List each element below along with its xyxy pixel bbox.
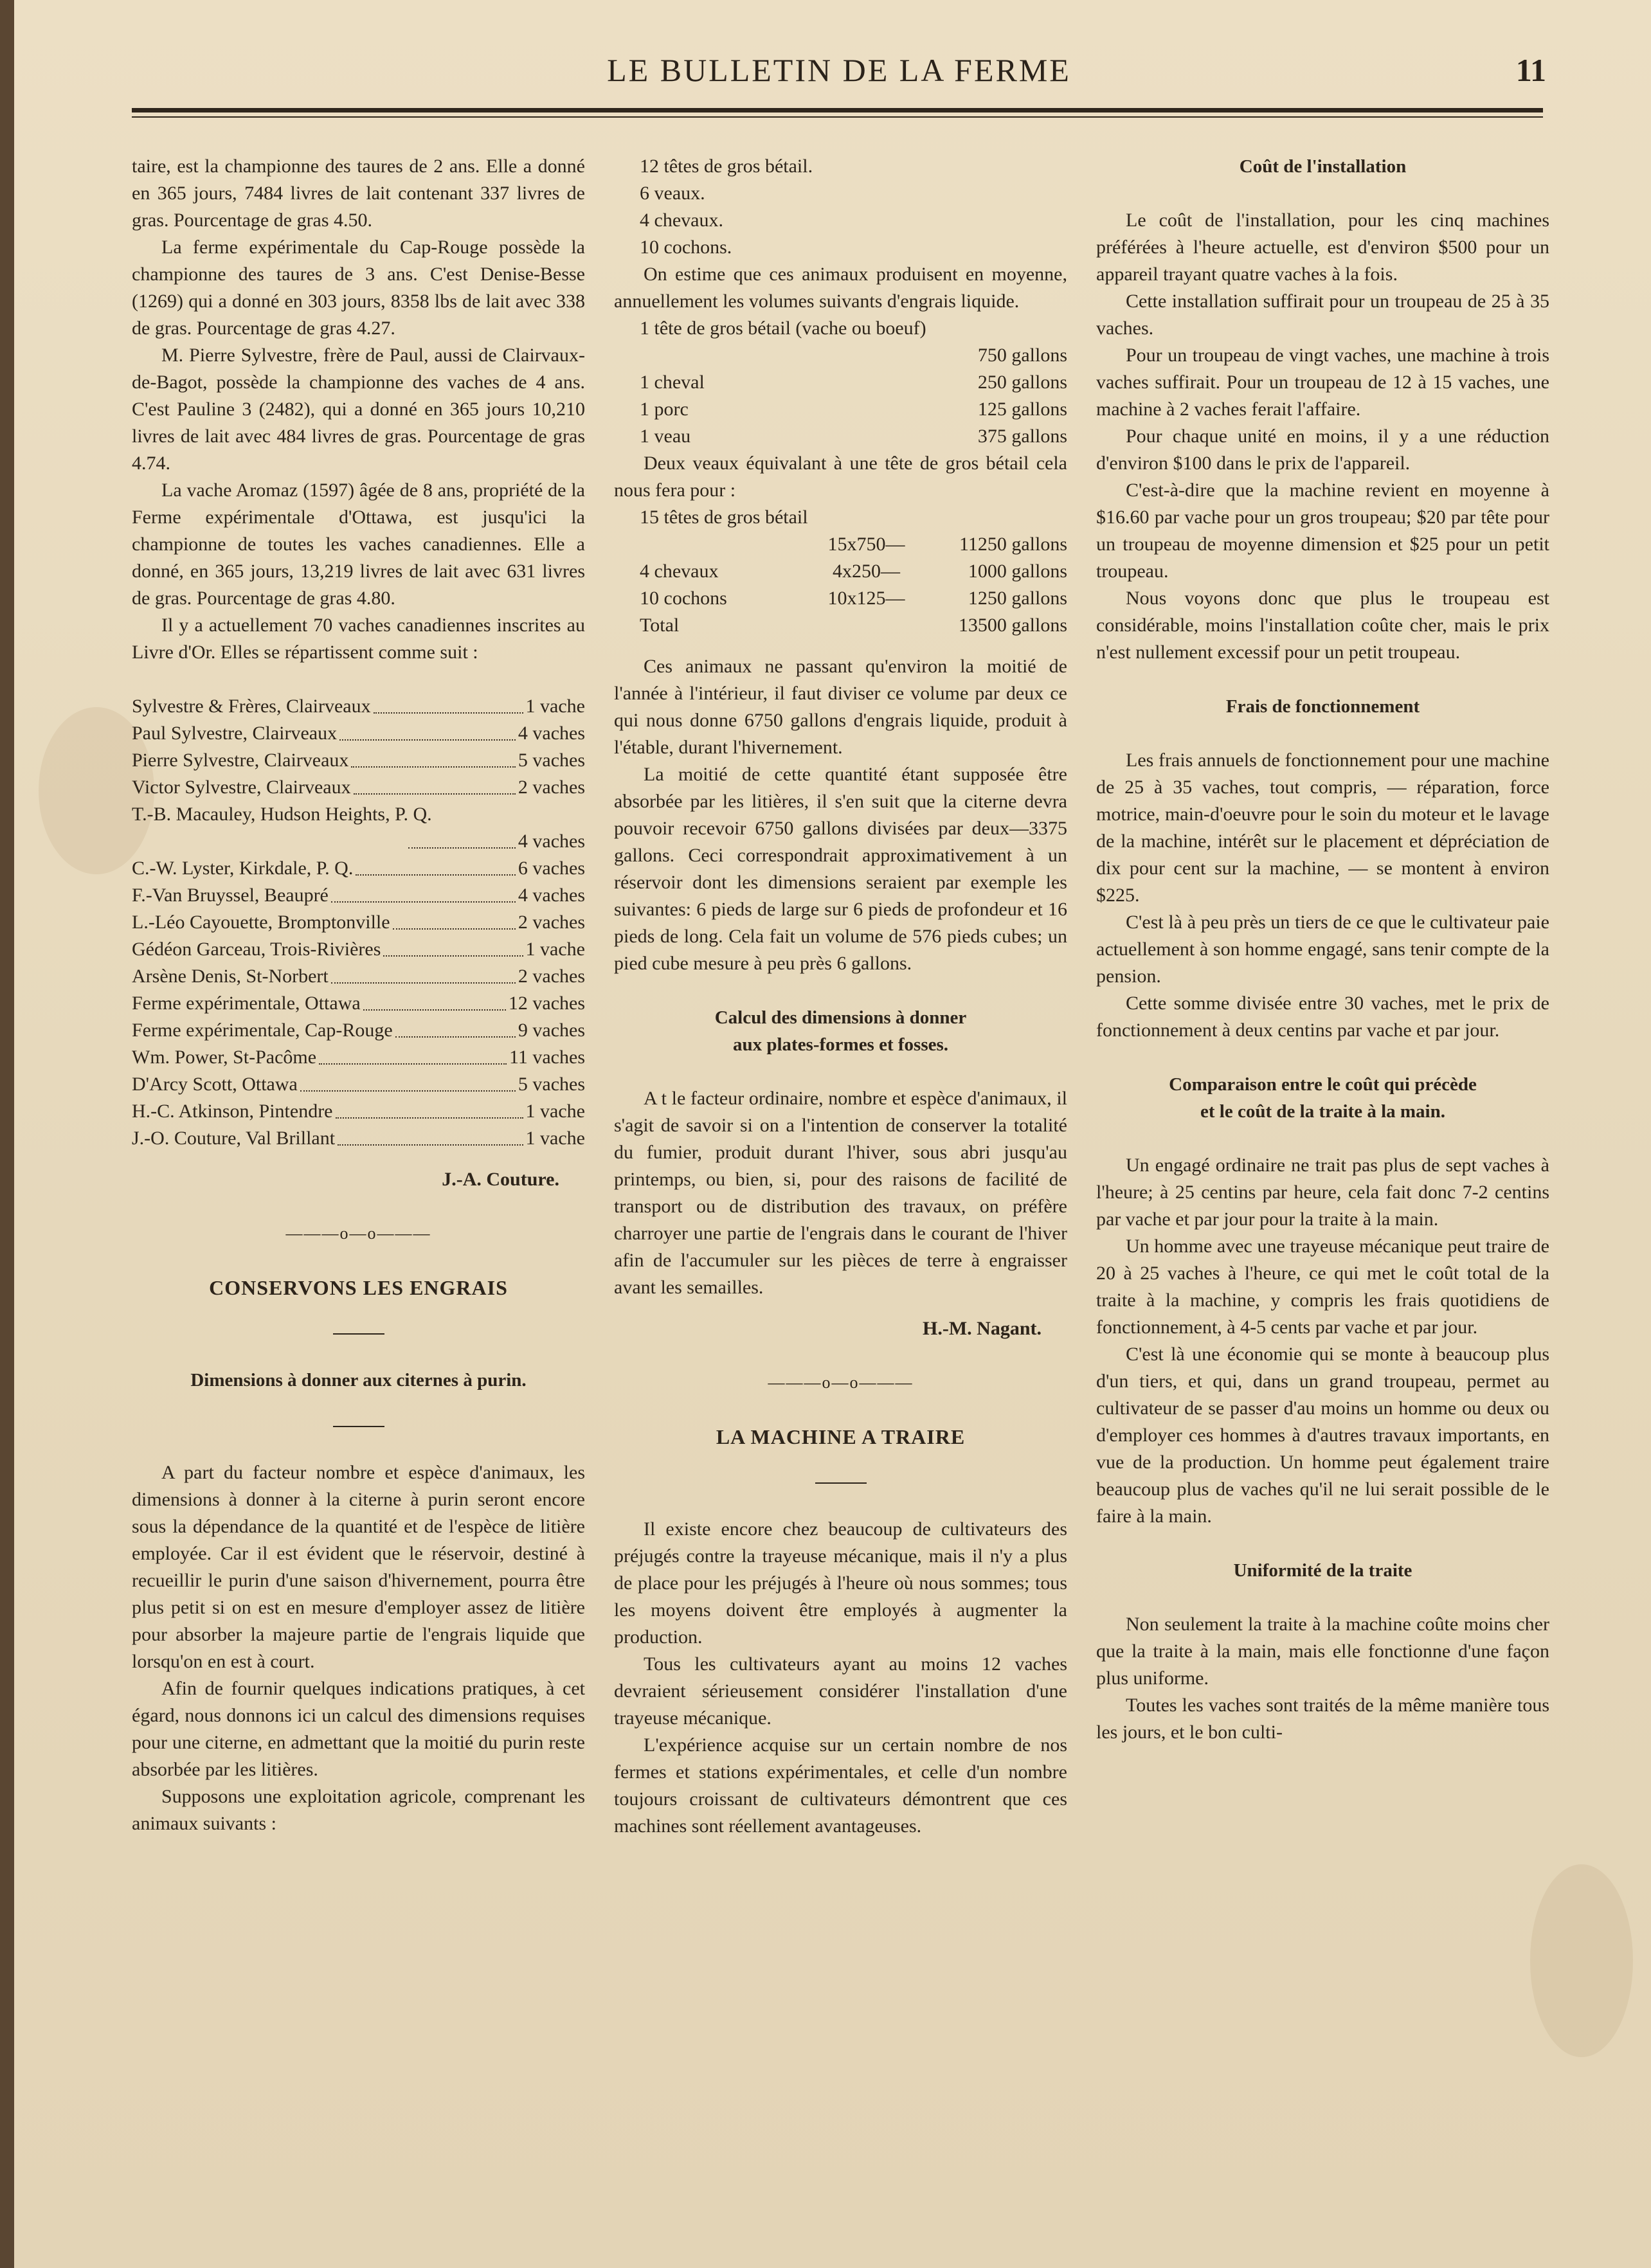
list-item: 12 têtes de gros bétail. — [640, 156, 813, 177]
paragraph: Afin de fournir quelques indications pratiques, à cet égard, nous donnons ici un calcul des dimensions requises pour une citerne, en admettant que la moitié du purin reste absorbée par les litières. — [132, 1678, 585, 1780]
subheading: aux plates-formes et fosses. — [732, 1034, 949, 1055]
title-rule — [333, 1333, 384, 1335]
roster-name: D'Arcy Scott, Ottawa — [132, 1074, 298, 1095]
paragraph: taire, est la championne des taures de 2 ans. Elle a donné en 365 jours, 7484 livres de lait contenant 337 livres de gras. Pourcentage de gras 4.50. — [132, 156, 585, 231]
column-1 — [132, 153, 585, 1837]
paragraph: Tous les cultivateurs ayant au moins 12 vaches devraient sérieusement considérer l'installation d'une trayeuse mécanique. — [614, 1653, 1067, 1729]
title-rule — [815, 1482, 867, 1484]
roster-row — [132, 1071, 585, 1098]
paragraph: C'est là à peu près un tiers de ce que le cultivateur paie actuellement à son homme engagé, sans tenir compte de la pension. — [1096, 912, 1549, 987]
paragraph: Cette somme divisée entre 30 vaches, met le prix de fonctionnement à deux centins par vache et par jour. — [1096, 993, 1549, 1041]
paragraph: Pour un troupeau de vingt vaches, une machine à trois vaches suffirait. Pour un troupeau de 12 à 15 vaches, une machine à 2 vaches ferait l'affaire. — [1096, 345, 1549, 420]
roster-name: C.-W. Lyster, Kirkdale, P. Q. — [132, 858, 354, 879]
roster-count: 11 vaches — [509, 1047, 585, 1068]
paragraph: C'est là une économie qui se monte à beaucoup plus d'un tiers, et qui, dans un grand troupeau, permet au cultivateur de se passer d'au moins un homme ou deux ou d'employer ces hommes à d'autres travaux importants, en vue de la production. Un homme peut également traire beaucoup plus de vaches qu'il ne lui serait possible de le faire à la main. — [1096, 1344, 1549, 1527]
paragraph: Les frais annuels de fonctionnement pour une machine de 25 à 35 vaches, tout compris, — réparation, force motrice, main-d'oeuvre pour le soin du moteur et le lavage de la machine, intérêt sur le placement et dépréciation de dix pour cent sur la machine, — se montent à environ $225. — [1096, 750, 1549, 906]
list-item: 4 chevaux. — [640, 210, 723, 231]
paragraph: Ces animaux ne passant qu'environ la moitié de l'année à l'intérieur, il faut diviser ce volume par deux ce qui nous donne 6750 gallons d'engrais liquide, produit à l'étable, durant l'hivernement. — [614, 656, 1067, 758]
subheading: Dimensions à donner aux citernes à purin. — [190, 1370, 527, 1390]
rate-value: 375 gallons — [977, 426, 1067, 447]
roster-count: 9 vaches — [518, 1020, 585, 1041]
rate-row — [614, 396, 1067, 423]
rate-value: 750 gallons — [977, 345, 1067, 366]
header-rule-thin — [132, 116, 1543, 118]
roster-row — [132, 774, 585, 801]
roster-row — [132, 828, 585, 855]
paragraph: Le coût de l'installation, pour les cinq machines préférées à l'heure actuelle, est d'environ $500 pour un appareil trayant quatre vaches à la fois. — [1096, 210, 1549, 285]
subheading: Uniformité de la traite — [1233, 1560, 1412, 1581]
running-head: LE BULLETIN DE LA FERME — [607, 52, 1071, 88]
list-item: 10 cochons. — [640, 237, 732, 258]
paragraph: M. Pierre Sylvestre, frère de Paul, aussi de Clairvaux-de-Bagot, possède la championne des vaches de 4 ans. C'est Pauline 3 (2482), qui a donné en 365 jours 10,210 livres de lait avec 484 livres de gras. Pourcentage de gras 4.74. — [132, 345, 585, 474]
page-edge — [0, 0, 14, 2268]
rate-label: 1 cheval — [640, 372, 705, 393]
livre-dor-roster — [132, 693, 585, 1152]
rate-value: 250 gallons — [977, 372, 1067, 393]
roster-name: Sylvestre & Frères, Clairveaux — [132, 696, 371, 717]
author-signature: J.-A. Couture. — [442, 1169, 559, 1190]
subheading: et le coût de la traite à la main. — [1200, 1101, 1445, 1122]
roster-row — [132, 963, 585, 990]
paragraph: Non seulement la traite à la machine coûte moins cher que la traite à la main, mais elle fonctionne d'une façon plus uniforme. — [1096, 1614, 1549, 1689]
roster-count: 6 vaches — [518, 858, 585, 879]
page-header — [132, 51, 1546, 103]
roster-row — [132, 1044, 585, 1071]
roster-row — [132, 1125, 585, 1152]
subheading: Calcul des dimensions à donner — [714, 1007, 967, 1028]
roster-count: 1 vache — [525, 939, 585, 960]
section-ornament: ———o—o——— — [285, 1224, 431, 1243]
paragraph: Nous voyons donc que plus le troupeau est considérable, moins l'installation coûte cher, mais le prix n'est nullement excessif pour un petit troupeau. — [1096, 588, 1549, 663]
rate-label: 1 tête de gros bétail (vache ou boeuf) — [640, 318, 926, 339]
paragraph: Toutes les vaches sont traités de la même manière tous les jours, et le bon culti- — [1096, 1695, 1549, 1743]
rate-row — [614, 369, 1067, 396]
roster-count: 2 vaches — [518, 912, 585, 933]
roster-count: 12 vaches — [508, 993, 585, 1014]
title-rule — [333, 1426, 384, 1427]
section-ornament: ———o—o——— — [768, 1373, 914, 1392]
roster-count: 2 vaches — [518, 966, 585, 987]
roster-row — [132, 1017, 585, 1044]
roster-row — [132, 1098, 585, 1125]
paragraph: Un homme avec une trayeuse mécanique peut traire de 20 à 25 vaches à l'heure, ce qui met le coût total de la traite à la machine, y compris les frais quotidiens de fonctionnement, à 4-5 cents par vache et par jour. — [1096, 1236, 1549, 1338]
paragraph: Un engagé ordinaire ne trait pas plus de sept vaches à l'heure; à 25 centins par heure, cela fait donc 7-2 centins par vache et par jour pour la traite à la main. — [1096, 1155, 1549, 1230]
calc-row: 10 cochons 10x125— 1250 gallons — [640, 588, 1067, 609]
roster-count: 5 vaches — [518, 750, 585, 771]
paragraph: C'est-à-dire que la machine revient en moyenne à $16.60 par vache pour un gros troupeau; $20 par tête pour un troupeau de moyenne dimension et $25 pour un petit troupeau. — [1096, 480, 1549, 582]
paragraph: A t le facteur ordinaire, nombre et espèce d'animaux, il s'agit de savoir si on a l'intention de conserver la totalité du fumier, produit durant l'hiver, sous abri jusqu'au printemps, ou bien, si, pour des raisons de facilité de transport ou de distribution des travaux, on préfère charroyer une partie de l'engrais dans le courant de l'hiver afin de l'accumuler sur les pièces de terre à engraisser avant les semailles. — [614, 1088, 1067, 1298]
paragraph: A part du facteur nombre et espèce d'animaux, les dimensions à donner à la citerne à purin seront encore sous la dépendance de la quantité et de l'espèce de litière employée. Car il est évident que le réservoir, destiné à recueillir le purin d'une saison d'hivernement, pourra être plus petit si on est en mesure d'employer assez de litière pour absorber la majeure partie de l'engrais liquide que lorsqu'on en est à court. — [132, 1462, 585, 1672]
roster-row — [132, 747, 585, 774]
roster-name: J.-O. Couture, Val Brillant — [132, 1128, 336, 1149]
roster-row — [132, 909, 585, 936]
roster-count: 4 vaches — [518, 831, 585, 852]
paragraph: L'expérience acquise sur un certain nombre de nos fermes et stations expérimentales, et celle d'un nombre toujours croissant de cultivateurs démontrent que ces machines sont réellement avantageuses. — [614, 1734, 1067, 1837]
column-2 — [614, 153, 1067, 1840]
author-signature: H.-M. Nagant. — [923, 1318, 1042, 1339]
roster-name: Paul Sylvestre, Clairveaux — [132, 723, 338, 744]
section-title: LA MACHINE A TRAIRE — [716, 1425, 966, 1448]
roster-name: Gédéon Garceau, Trois-Rivières — [132, 939, 381, 960]
paragraph: Cette installation suffirait pour un troupeau de 25 à 35 vaches. — [1096, 291, 1549, 339]
roster-row — [132, 936, 585, 963]
paragraph: Deux veaux équivalant à une tête de gros bétail cela nous fera pour : — [614, 453, 1067, 501]
list-item: 6 veaux. — [640, 183, 705, 204]
roster-name: T.-B. Macauley, Hudson Heights, P. Q. — [132, 804, 432, 825]
roster-name: Ferme expérimentale, Cap-Rouge — [132, 1020, 393, 1041]
paragraph: La moitié de cette quantité étant supposée être absorbée par les litières, il s'en suit que la citerne devra pouvoir recevoir 6750 gallons divisées par deux—3375 gallons. Ceci correspondrait approximativement à un réservoir dont les dimensions seraient par exemple les suivantes: 6 pieds de large sur 6 pieds de profondeur et 16 pieds de long. Cela fait un volume de 576 pieds cubes; un pied cube mesure à peu près 6 gallons. — [614, 764, 1067, 974]
roster-row — [132, 882, 585, 909]
roster-count: 5 vaches — [518, 1074, 585, 1095]
roster-row — [132, 720, 585, 747]
header-rule — [132, 108, 1543, 113]
roster-name: Ferme expérimentale, Ottawa — [132, 993, 361, 1014]
roster-count: 2 vaches — [518, 777, 585, 798]
paper-stain — [1530, 1864, 1633, 2057]
paragraph: Pour chaque unité en moins, il y a une réduction d'environ $100 dans le prix de l'appareil. — [1096, 426, 1549, 474]
paragraph: Il y a actuellement 70 vaches canadiennes inscrites au Livre d'Or. Elles se répartissent comme suit : — [132, 615, 585, 663]
subheading: Coût de l'installation — [1239, 156, 1407, 177]
roster-name: L.-Léo Cayouette, Bromptonville — [132, 912, 390, 933]
roster-name: Arsène Denis, St-Norbert — [132, 966, 329, 987]
paragraph: Supposons une exploitation agricole, comprenant les animaux suivants : — [132, 1786, 585, 1834]
roster-count: 4 vaches — [518, 885, 585, 906]
rate-label: 1 veau — [640, 426, 691, 447]
paragraph: Il existe encore chez beaucoup de cultivateurs des préjugés contre la trayeuse mécanique, mais il n'y a plus de place pour les préjugés à l'heure où nous sommes; tous les moyens doivent être employés à augmenter la production. — [614, 1518, 1067, 1648]
calc-row: 4 chevaux 4x250— 1000 gallons — [640, 561, 1067, 582]
roster-row — [132, 855, 585, 882]
roster-name: H.-C. Atkinson, Pintendre — [132, 1101, 333, 1122]
subheading: Comparaison entre le coût qui précède — [1169, 1074, 1477, 1095]
page-number: 11 — [1515, 52, 1546, 88]
paragraph: La ferme expérimentale du Cap-Rouge possède la championne des taures de 3 ans. C'est Denise-Besse (1269) qui a donné en 303 jours, 8358 lbs de lait avec 338 de gras. Pourcentage de gras 4.27. — [132, 237, 585, 339]
rate-row — [614, 423, 1067, 450]
roster-count: 1 vache — [525, 1101, 585, 1122]
column-3 — [1096, 153, 1549, 1746]
calc-row: Total 13500 gallons — [640, 615, 1067, 636]
calc-heading: 15 têtes de gros bétail — [640, 507, 808, 528]
roster-name: Pierre Sylvestre, Clairveaux — [132, 750, 349, 771]
roster-name: Wm. Power, St-Pacôme — [132, 1047, 317, 1068]
roster-name: Victor Sylvestre, Clairveaux — [132, 777, 351, 798]
roster-count: 1 vache — [525, 696, 585, 717]
section-title: CONSERVONS LES ENGRAIS — [209, 1276, 508, 1299]
roster-name: F.-Van Bruyssel, Beaupré — [132, 885, 329, 906]
rate-value: 125 gallons — [977, 399, 1067, 420]
roster-row — [132, 990, 585, 1017]
paragraph: On estime que ces animaux produisent en moyenne, annuellement les volumes suivants d'engrais liquide. — [614, 264, 1067, 312]
roster-count: 4 vaches — [518, 723, 585, 744]
calc-row: 15x750— 11250 gallons — [827, 534, 1067, 555]
roster-row — [132, 801, 585, 828]
roster-row — [132, 693, 585, 720]
subheading: Frais de fonctionnement — [1225, 696, 1420, 717]
rate-label: 1 porc — [640, 399, 689, 420]
roster-count: 1 vache — [525, 1128, 585, 1149]
paragraph: La vache Aromaz (1597) âgée de 8 ans, propriété de la Ferme expérimentale d'Ottawa, est jusqu'ici la championne de toutes les vaches canadiennes. Elle a donné, en 365 jours, 13,219 livres de lait avec 631 livres de gras. Pourcentage de gras 4.80. — [132, 480, 585, 609]
